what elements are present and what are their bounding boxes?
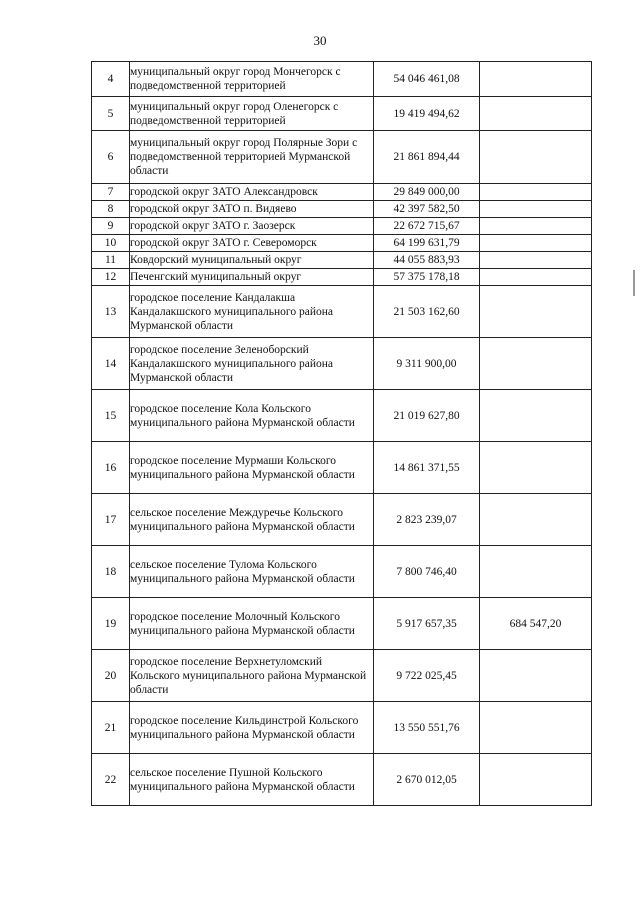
row-number: 11 <box>92 252 130 269</box>
table-row <box>92 252 592 269</box>
row-number: 21 <box>92 702 130 754</box>
municipality-name: городское поселение Кандалакша Кандалакшского муниципального района Мурманской области <box>130 286 374 338</box>
amount-cell: 29 849 000,00 <box>374 184 480 201</box>
row-number: 18 <box>92 546 130 598</box>
row-number: 20 <box>92 650 130 702</box>
extra-amount-cell <box>480 338 592 390</box>
data-table <box>91 61 592 806</box>
amount-cell: 13 550 551,76 <box>374 702 480 754</box>
extra-amount-cell <box>480 390 592 442</box>
table-row <box>92 62 592 97</box>
table-row <box>92 269 592 286</box>
extra-amount-cell <box>480 62 592 97</box>
amount-cell: 42 397 582,50 <box>374 201 480 218</box>
extra-amount-cell <box>480 97 592 131</box>
municipality-name: муниципальный округ город Мончегорск с подведомственной территорией <box>130 62 374 97</box>
amount-cell: 14 861 371,55 <box>374 442 480 494</box>
table-row <box>92 494 592 546</box>
extra-amount-cell <box>480 702 592 754</box>
amount-cell: 64 199 631,79 <box>374 235 480 252</box>
extra-amount-cell <box>480 754 592 806</box>
municipality-name: Печенгский муниципальный округ <box>130 269 374 286</box>
row-number: 15 <box>92 390 130 442</box>
extra-amount-cell <box>480 650 592 702</box>
municipality-name: городское поселение Мурмаши Кольского муниципального района Мурманской области <box>130 442 374 494</box>
municipality-name: муниципальный округ город Оленегорск с подведомственной территорией <box>130 97 374 131</box>
row-number: 16 <box>92 442 130 494</box>
amount-cell: 19 419 494,62 <box>374 97 480 131</box>
table-row <box>92 131 592 184</box>
amount-cell: 21 861 894,44 <box>374 131 480 184</box>
row-number: 8 <box>92 201 130 218</box>
table-row <box>92 184 592 201</box>
table-row <box>92 218 592 235</box>
amount-cell: 21 019 627,80 <box>374 390 480 442</box>
table-row <box>92 754 592 806</box>
municipality-name: городское поселение Верхнетуломский Кольского муниципального района Мурманской области <box>130 650 374 702</box>
row-number: 22 <box>92 754 130 806</box>
table-row <box>92 235 592 252</box>
amount-cell: 54 046 461,08 <box>374 62 480 97</box>
table-row <box>92 442 592 494</box>
row-number: 6 <box>92 131 130 184</box>
amount-cell: 44 055 883,93 <box>374 252 480 269</box>
amount-cell: 2 670 012,05 <box>374 754 480 806</box>
municipality-name: городское поселение Молочный Кольского муниципального района Мурманской области <box>130 598 374 650</box>
extra-amount-cell <box>480 235 592 252</box>
extra-amount-cell <box>480 442 592 494</box>
municipality-name: Ковдорский муниципальный округ <box>130 252 374 269</box>
amount-cell: 9 722 025,45 <box>374 650 480 702</box>
table-row <box>92 702 592 754</box>
table-row <box>92 286 592 338</box>
table-row <box>92 598 592 650</box>
municipality-name: городской округ ЗАТО п. Видяево <box>130 201 374 218</box>
row-number: 4 <box>92 62 130 97</box>
table-body <box>92 62 592 806</box>
amount-cell: 21 503 162,60 <box>374 286 480 338</box>
table-row <box>92 650 592 702</box>
municipality-name: муниципальный округ город Полярные Зори с подведомственной территорией Мурманской области <box>130 131 374 184</box>
extra-amount-cell <box>480 269 592 286</box>
municipality-name: сельское поселение Пушной Кольского муниципального района Мурманской области <box>130 754 374 806</box>
row-number: 9 <box>92 218 130 235</box>
extra-amount-cell <box>480 546 592 598</box>
row-number: 10 <box>92 235 130 252</box>
page-number: 30 <box>313 33 327 48</box>
amount-cell: 22 672 715,67 <box>374 218 480 235</box>
table-row <box>92 201 592 218</box>
municipality-name: городское поселение Кильдинстрой Кольского муниципального района Мурманской области <box>130 702 374 754</box>
row-number: 14 <box>92 338 130 390</box>
scan-edge-mark <box>633 270 635 296</box>
extra-amount-cell: 684 547,20 <box>480 598 592 650</box>
table-row <box>92 390 592 442</box>
municipality-name: сельское поселение Междуречье Кольского муниципального района Мурманской области <box>130 494 374 546</box>
municipality-name: городское поселение Зеленоборский Кандалакшского муниципального района Мурманской области <box>130 338 374 390</box>
amount-cell: 9 311 900,00 <box>374 338 480 390</box>
municipality-name: городское поселение Кола Кольского муниципального района Мурманской области <box>130 390 374 442</box>
row-number: 19 <box>92 598 130 650</box>
municipality-name: городской округ ЗАТО г. Заозерск <box>130 218 374 235</box>
table-row <box>92 97 592 131</box>
extra-amount-cell <box>480 494 592 546</box>
table-row <box>92 546 592 598</box>
extra-amount-cell <box>480 131 592 184</box>
row-number: 5 <box>92 97 130 131</box>
row-number: 7 <box>92 184 130 201</box>
row-number: 12 <box>92 269 130 286</box>
table-row <box>92 338 592 390</box>
extra-amount-cell <box>480 286 592 338</box>
extra-amount-cell <box>480 201 592 218</box>
municipality-name: сельское поселение Тулома Кольского муниципального района Мурманской области <box>130 546 374 598</box>
amount-cell: 7 800 746,40 <box>374 546 480 598</box>
municipality-name: городской округ ЗАТО Александровск <box>130 184 374 201</box>
amount-cell: 5 917 657,35 <box>374 598 480 650</box>
extra-amount-cell <box>480 252 592 269</box>
extra-amount-cell <box>480 218 592 235</box>
amount-cell: 57 375 178,18 <box>374 269 480 286</box>
amount-cell: 2 823 239,07 <box>374 494 480 546</box>
row-number: 13 <box>92 286 130 338</box>
row-number: 17 <box>92 494 130 546</box>
municipality-name: городской округ ЗАТО г. Североморск <box>130 235 374 252</box>
extra-amount-cell <box>480 184 592 201</box>
